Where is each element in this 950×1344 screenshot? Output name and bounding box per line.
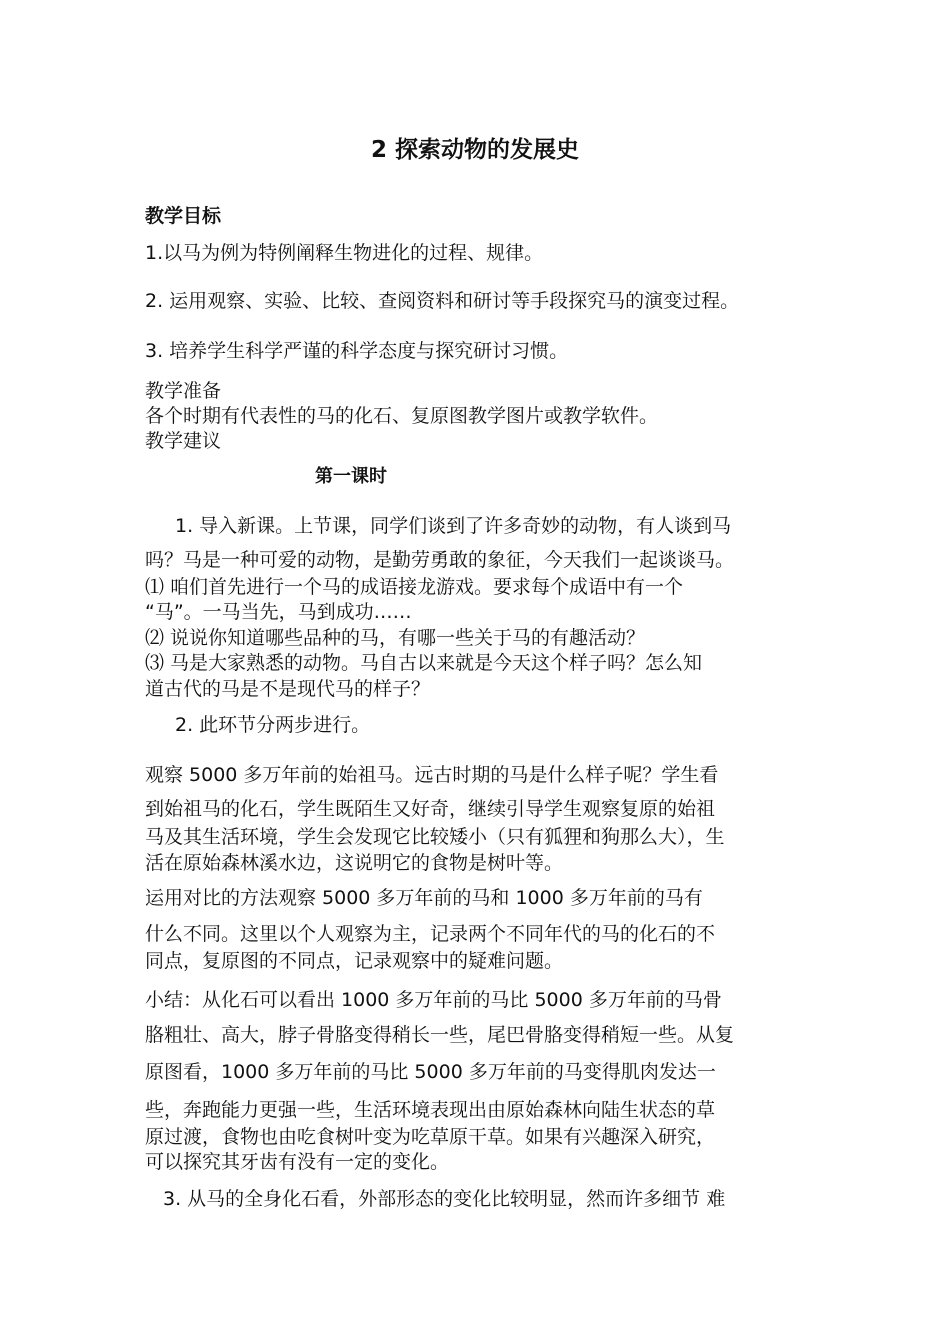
paragraph-line: 胳粗壮、高大，脖子骨胳变得稍长一些，尾巴骨胳变得稍短一些。从复 (145, 1024, 735, 1046)
paragraph-line: 同点，复原图的不同点，记录观察中的疑难问题。 (145, 950, 564, 972)
objective-item: 2. 运用观察、实验、比较、查阅资料和研讨等手段探究马的演变过程。 (145, 290, 740, 312)
prep-heading: 教学准备 (145, 380, 222, 402)
paragraph-line: ⑵ 说说你知道哪些品种的马，有哪一些关于马的有趣活动？ (145, 627, 646, 649)
paragraph-line: ⑴ 咱们首先进行一个马的成语接龙游戏。要求每个成语中有一个 (145, 576, 684, 598)
lesson-heading: 第一课时 (315, 466, 387, 487)
paragraph-line: 什么不同。这里以个人观察为主，记录两个不同年代的马的化石的不 (145, 923, 716, 945)
paragraph-line: 到始祖马的化石，学生既陌生又好奇，继续引导学生观察复原的始祖 (145, 798, 716, 820)
prep-text: 各个时期有代表性的马的化石、复原图教学图片或教学软件。 (145, 405, 659, 427)
paragraph-line: “马”。一马当先，马到成功…… (145, 601, 412, 623)
advice-heading: 教学建议 (145, 430, 222, 452)
paragraph-line: 吗？马是一种可爱的动物，是勤劳勇敢的象征，今天我们一起谈谈马。 (145, 549, 735, 571)
objective-item: 1.以马为例为特例阐释生物进化的过程、规律。 (145, 242, 544, 264)
page-title: 2 探索动物的发展史 (370, 137, 579, 163)
paragraph-line: 观察 5000 多万年前的始祖马。远古时期的马是什么样子呢？学生看 (145, 764, 719, 786)
objective-item: 3. 培养学生科学严谨的科学态度与探究研讨习惯。 (145, 340, 569, 362)
paragraph-line: 原过渡，食物也由吃食树叶变为吃草原干草。如果有兴趣深入研究， (145, 1126, 716, 1148)
paragraph-line: 2. 此环节分两步进行。 (175, 714, 371, 736)
paragraph-line: 活在原始森林溪水边，这说明它的食物是树叶等。 (145, 852, 564, 874)
paragraph-line: 马及其生活环境，学生会发现它比较矮小（只有狐狸和狗那么大），生 (145, 826, 725, 848)
paragraph-line: 些，奔跑能力更强一些，生活环境表现出由原始森林向陆生状态的草 (145, 1099, 716, 1121)
paragraph-line: 运用对比的方法观察 5000 多万年前的马和 1000 多万年前的马有 (145, 887, 703, 909)
objectives-heading: 教学目标 (145, 205, 222, 227)
paragraph-line: 1. 导入新课。上节课，同学们谈到了许多奇妙的动物，有人谈到马 (175, 515, 732, 537)
paragraph-line: 3. 从马的全身化石看，外部形态的变化比较明显，然而许多细节 难 (163, 1188, 726, 1210)
paragraph-line: ⑶ 马是大家熟悉的动物。马自古以来就是今天这个样子吗？怎么知 (145, 652, 703, 674)
paragraph-line: 原图看，1000 多万年前的马比 5000 多万年前的马变得肌肉发达一 (145, 1061, 716, 1083)
paragraph-line: 小结：从化石可以看出 1000 多万年前的马比 5000 多万年前的马骨 (145, 989, 722, 1011)
paragraph-line: 可以探究其牙齿有没有一定的变化。 (145, 1151, 450, 1173)
paragraph-line: 道古代的马是不是现代马的样子？ (145, 678, 431, 700)
